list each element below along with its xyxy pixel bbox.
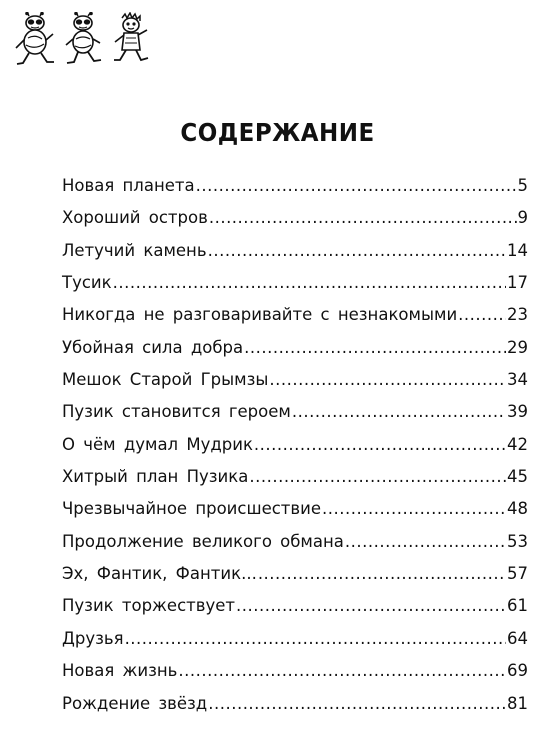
toc-entry xyxy=(62,206,528,238)
dot-leader xyxy=(249,465,506,489)
running-boy-icon xyxy=(110,12,152,70)
toc-entry xyxy=(62,368,528,400)
dot-leader xyxy=(322,497,506,521)
dot-leader xyxy=(258,562,506,586)
dot-leader xyxy=(458,303,506,327)
toc-entry xyxy=(62,530,528,562)
toc-page-number: 53 xyxy=(507,531,528,551)
dot-leader xyxy=(236,594,506,618)
toc-entry xyxy=(62,659,528,691)
toc-entry-title: Друзья xyxy=(62,628,124,648)
page-title: СОДЕРЖАНИЕ xyxy=(180,118,375,147)
toc-entry-title: Чрезвычайное происшествие xyxy=(62,499,322,519)
toc-page-number: 9 xyxy=(517,208,528,228)
toc-entry xyxy=(62,562,528,594)
toc-entry xyxy=(62,465,528,497)
toc-page-number: 42 xyxy=(507,434,528,454)
dot-leader xyxy=(178,659,506,683)
toc-entry-title: Новая жизнь xyxy=(62,661,178,681)
toc-entry-title: О чём думал Мудрик xyxy=(62,434,253,454)
toc-entry-title: Хитрый план Пузика xyxy=(62,467,249,487)
toc-entry xyxy=(62,271,528,303)
toc-entry-title: Пузик становится героем xyxy=(62,402,291,422)
dot-leader xyxy=(292,400,506,424)
toc-entry-title: Хороший остров xyxy=(62,208,208,228)
dot-leader xyxy=(209,206,517,230)
toc-page-number: 69 xyxy=(507,661,528,681)
toc-entry-title: Новая планета xyxy=(62,176,195,195)
dot-leader xyxy=(113,271,506,295)
dot-leader xyxy=(208,239,506,263)
toc-page-number: 14 xyxy=(507,240,528,260)
dot-leader xyxy=(269,368,506,392)
dot-leader xyxy=(208,692,506,716)
toc-entry xyxy=(62,627,528,659)
toc-entry xyxy=(62,497,528,529)
dot-leader xyxy=(345,530,506,554)
toc-entry xyxy=(62,692,528,724)
dot-leader xyxy=(254,433,506,457)
toc-entry-title: Никогда не разговаривайте с незнакомыми xyxy=(62,305,458,325)
toc-entry-title: Убойная сила добра xyxy=(62,337,244,357)
toc-entry-title: Эх, Фантик, Фантик... xyxy=(62,564,257,584)
dot-leader xyxy=(244,336,506,360)
toc-page-number: 64 xyxy=(507,628,528,648)
toc-page-number: 29 xyxy=(507,337,528,357)
toc-page-number: 23 xyxy=(507,305,528,325)
toc-page-number: 48 xyxy=(507,499,528,519)
toc-page-number: 57 xyxy=(507,564,528,584)
dot-leader xyxy=(125,627,506,651)
toc-entry xyxy=(62,239,528,271)
header-illustration xyxy=(14,12,154,72)
toc-entry xyxy=(62,174,528,206)
toc-page-number: 34 xyxy=(507,370,528,390)
toc-entry-title: Мешок Старой Грымзы xyxy=(62,370,269,390)
toc-entry-title: Пузик торжествует xyxy=(62,596,236,616)
toc-entry xyxy=(62,594,528,626)
toc-entry xyxy=(62,400,528,432)
table-of-contents xyxy=(62,174,528,724)
toc-entry-title: Летучий камень xyxy=(62,240,207,260)
toc-page-number: 5 xyxy=(517,176,528,195)
toc-page-number: 45 xyxy=(507,467,528,487)
toc-entry-title: Продолжение великого обмана xyxy=(62,531,344,551)
alien-figure-icon xyxy=(62,12,104,70)
toc-entry xyxy=(62,433,528,465)
toc-entry xyxy=(62,303,528,335)
toc-entry xyxy=(62,336,528,368)
toc-page-number: 81 xyxy=(507,693,528,713)
dot-leader xyxy=(196,174,517,198)
toc-page-number: 39 xyxy=(507,402,528,422)
alien-figure-icon xyxy=(14,12,56,70)
toc-entry-title: Рождение звёзд xyxy=(62,693,208,713)
toc-page-number: 17 xyxy=(507,273,528,293)
toc-entry-title: Тусик xyxy=(62,273,112,293)
toc-page-number: 61 xyxy=(507,596,528,616)
